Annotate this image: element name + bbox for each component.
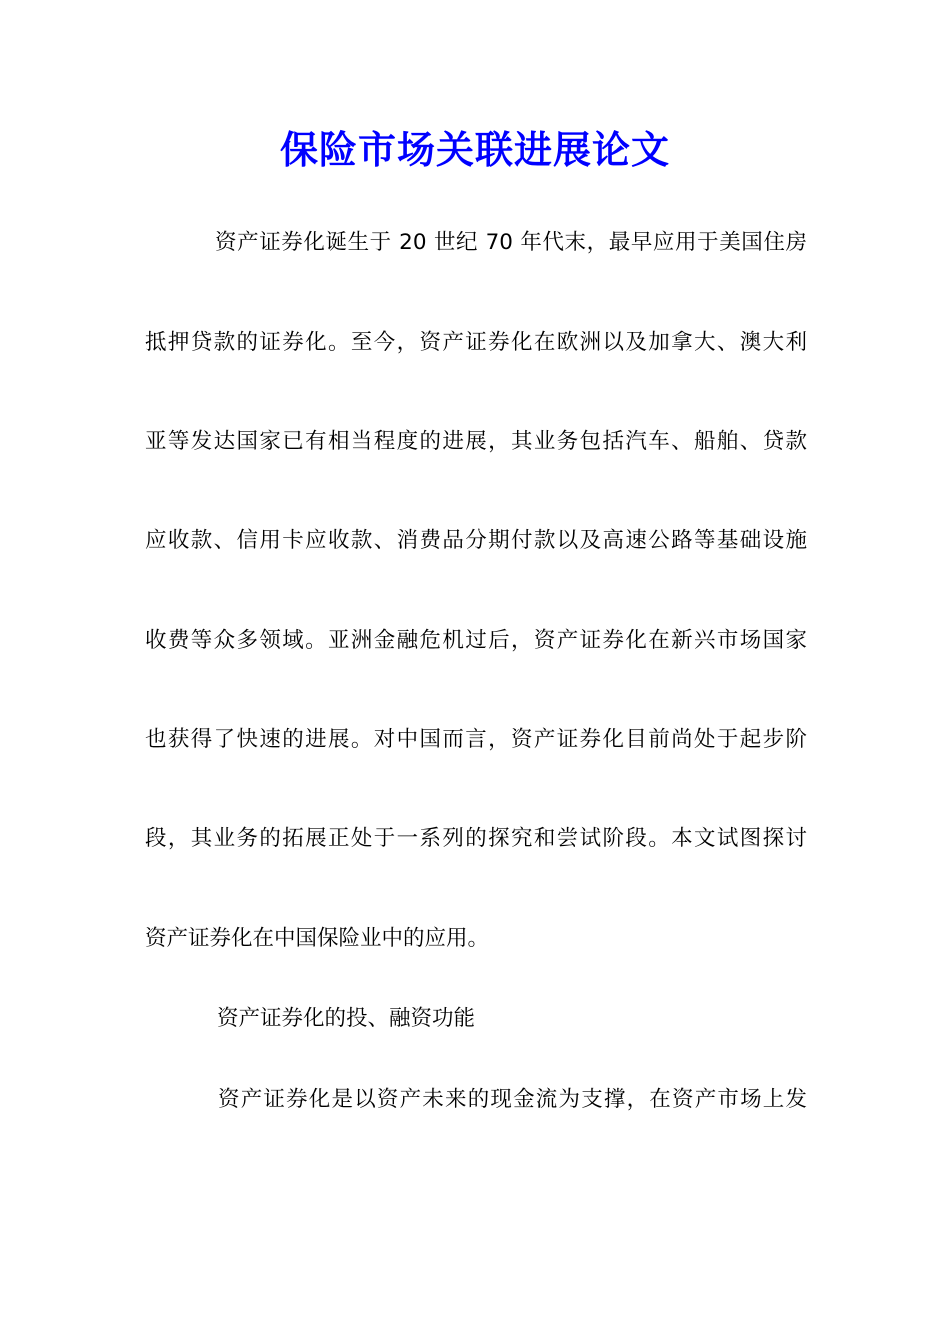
paragraph-line: 资产证券化在中国保险业中的应用。: [145, 926, 490, 951]
document-title: 保险市场关联进展论文: [279, 127, 670, 172]
paragraph-line: 资产证券化是以资产未来的现金流为支撑，在资产市场上发: [218, 1087, 807, 1112]
paragraph-line: 抵押贷款的证券化。至今，资产证券化在欧洲以及加拿大、澳大利: [145, 330, 807, 355]
paragraph-line: 亚等发达国家已有相当程度的进展，其业务包括汽车、船舶、贷款: [145, 429, 807, 454]
paragraph-line: 段，其业务的拓展正处于一系列的探究和尝试阶段。本文试图探讨: [145, 826, 807, 851]
paragraph-line: 应收款、信用卡应收款、消费品分期付款以及高速公路等基础设施: [145, 528, 807, 553]
section-heading: 资产证券化的投、融资功能: [217, 1006, 476, 1031]
paragraph-line: 收费等众多领域。亚洲金融危机过后，资产证券化在新兴市场国家: [145, 628, 807, 653]
paragraph-line: 资产证券化诞生于 20 世纪 70 年代末，最早应用于美国住房: [215, 230, 807, 255]
paragraph-line: 也获得了快速的进展。对中国而言，资产证券化目前尚处于起步阶: [145, 727, 807, 752]
